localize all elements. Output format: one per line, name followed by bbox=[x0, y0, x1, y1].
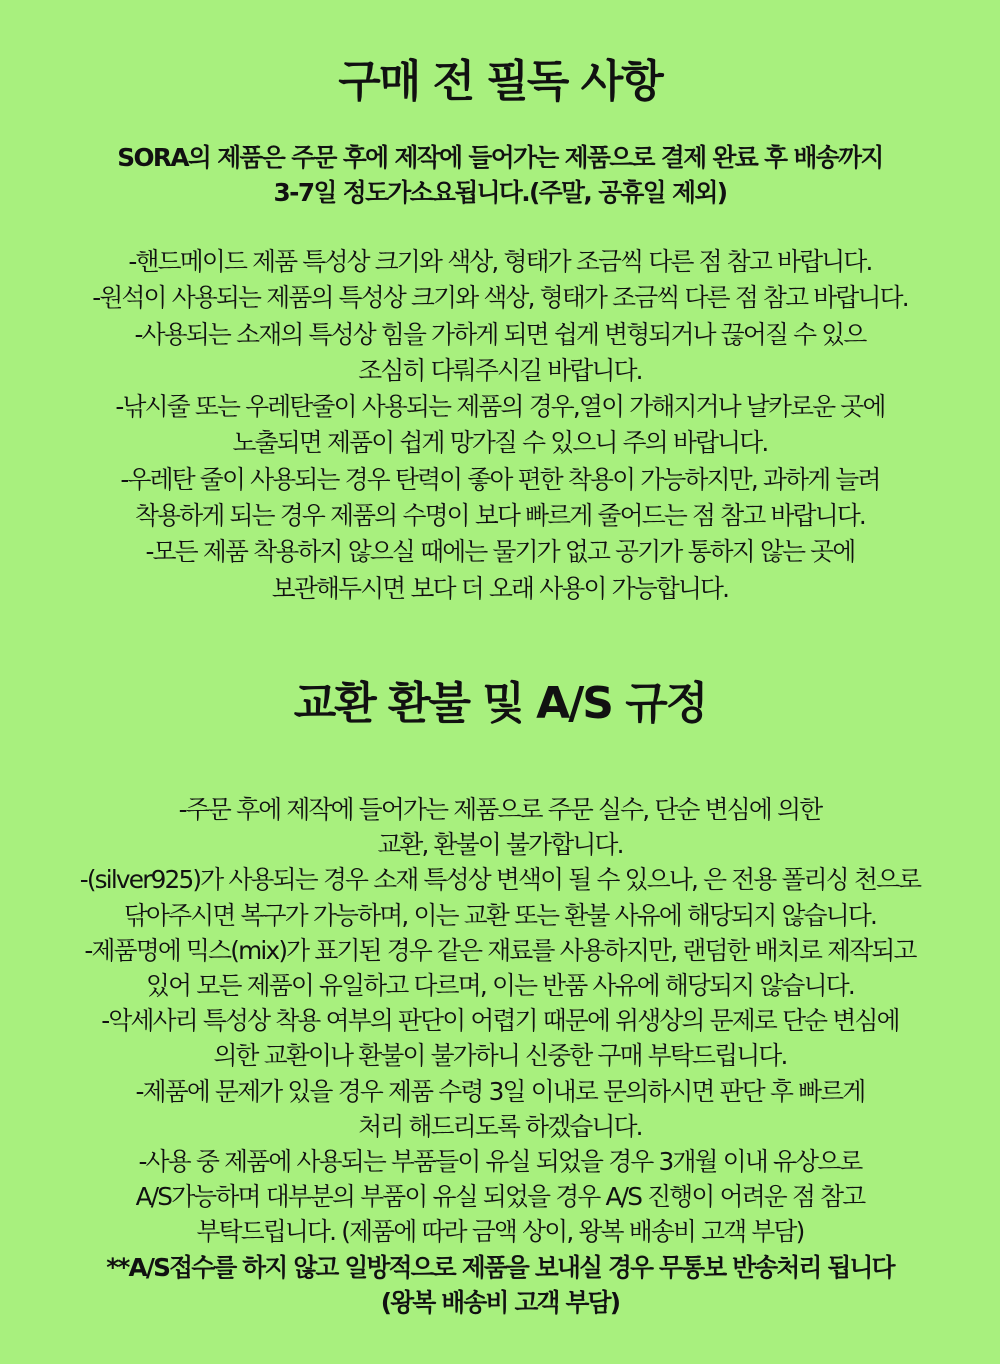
notice-line: 노출되면 제품이 쉽게 망가질 수 있으니 주의 바랍니다. bbox=[232, 428, 768, 458]
notice-line: -모든 제품 착용하지 않으실 때에는 물기가 없고 공기가 통하지 않는 곳에 bbox=[145, 537, 855, 567]
exchange-refund-policy-section bbox=[0, 672, 1000, 1320]
notice-line: -원석이 사용되는 제품의 특성상 크기와 색상, 형태가 조금씩 다른 점 참고 바랍니다. bbox=[92, 283, 908, 313]
policy-line: -주문 후에 제작에 들어가는 제품으로 주문 실수, 단순 변심에 의한 bbox=[178, 795, 822, 824]
notice-line: -핸드메이드 제품 특성상 크기와 색상, 형태가 조금씩 다른 점 참고 바랍니다. bbox=[128, 247, 872, 276]
notice-title: 구매 전 필독 사항 bbox=[338, 56, 662, 107]
policy-title: 교환 환불 및 A/S 규정 bbox=[293, 678, 707, 729]
notice-intro bbox=[0, 140, 1000, 210]
notice-line: -낚시줄 또는 우레탄줄이 사용되는 제품의 경우,열이 가해지거나 날카로운 곳에 bbox=[115, 392, 885, 422]
policy-line: -제품명에 믹스(mix)가 표기된 경우 같은 재료를 사용하지만, 랜덤한 배치로 제작되고 bbox=[84, 935, 916, 965]
policy-warning-line: **A/S접수를 하지 않고 일방적으로 제품을 보내실 경우 무통보 반송처리 됩니다 bbox=[106, 1252, 894, 1282]
policy-line: 교환, 환불이 불가합니다. bbox=[377, 830, 623, 860]
policy-line: 처리 해드리도록 하겠습니다. bbox=[358, 1111, 642, 1141]
notice-line: -우레탄 줄이 사용되는 경우 탄력이 좋아 편한 착용이 가능하지만, 과하게 늘려 bbox=[120, 464, 880, 494]
policy-line: 부탁드립니다. (제품에 따라 금액 상이, 왕복 배송비 고객 부담) bbox=[196, 1217, 804, 1247]
notice-line: 착용하게 되는 경우 제품의 수명이 보다 빠르게 줄어드는 점 참고 바랍니다. bbox=[135, 501, 865, 531]
policy-line: 의한 교환이나 환불이 불가하니 신중한 구매 부탁드립니다. bbox=[213, 1041, 787, 1071]
policy-line: -(silver925)가 사용되는 경우 소재 특성상 변색이 될 수 있으나, 은 전용 폴리싱 천으로 bbox=[79, 865, 921, 895]
policy-line: 닦아주시면 복구가 가능하며, 이는 교환 또는 환불 사유에 해당되지 않습니다. bbox=[123, 900, 877, 930]
policy-line: 있어 모든 제품이 유일하고 다르며, 이는 반품 사유에 해당되지 않습니다. bbox=[146, 971, 854, 1001]
intro-line: SORA의 제품은 주문 후에 제작에 들어가는 제품으로 결제 완료 후 배송까지 bbox=[117, 143, 883, 172]
notice-line: -사용되는 소재의 특성상 힘을 가하게 되면 쉽게 변형되거나 끊어질 수 있으 bbox=[134, 319, 866, 349]
intro-line: 3-7일 정도가소요됩니다.(주말, 공휴일 제외) bbox=[273, 178, 727, 207]
policy-warning-line: (왕복 배송비 고객 부담) bbox=[380, 1287, 620, 1317]
notice-line: 조심히 다뤄주시길 바랍니다. bbox=[358, 355, 642, 385]
policy-line: A/S가능하며 대부분의 부품이 유실 되었을 경우 A/S 진행이 어려운 점 참고 bbox=[135, 1182, 865, 1212]
policy-line: -제품에 문제가 있을 경우 제품 수령 3일 이내로 문의하시면 판단 후 빠르게 bbox=[135, 1076, 865, 1106]
pre-purchase-notice-section bbox=[0, 50, 1000, 607]
notice-list bbox=[0, 244, 1000, 607]
policy-line: -사용 중 제품에 사용되는 부품들이 유실 되었을 경우 3개월 이내 유상으로 bbox=[138, 1147, 862, 1177]
policy-line: -악세사리 특성상 착용 여부의 판단이 어렵기 때문에 위생상의 문제로 단순 변심에 bbox=[101, 1006, 899, 1036]
notice-line: 보관해두시면 보다 더 오래 사용이 가능합니다. bbox=[271, 573, 729, 603]
policy-list bbox=[0, 792, 1000, 1320]
